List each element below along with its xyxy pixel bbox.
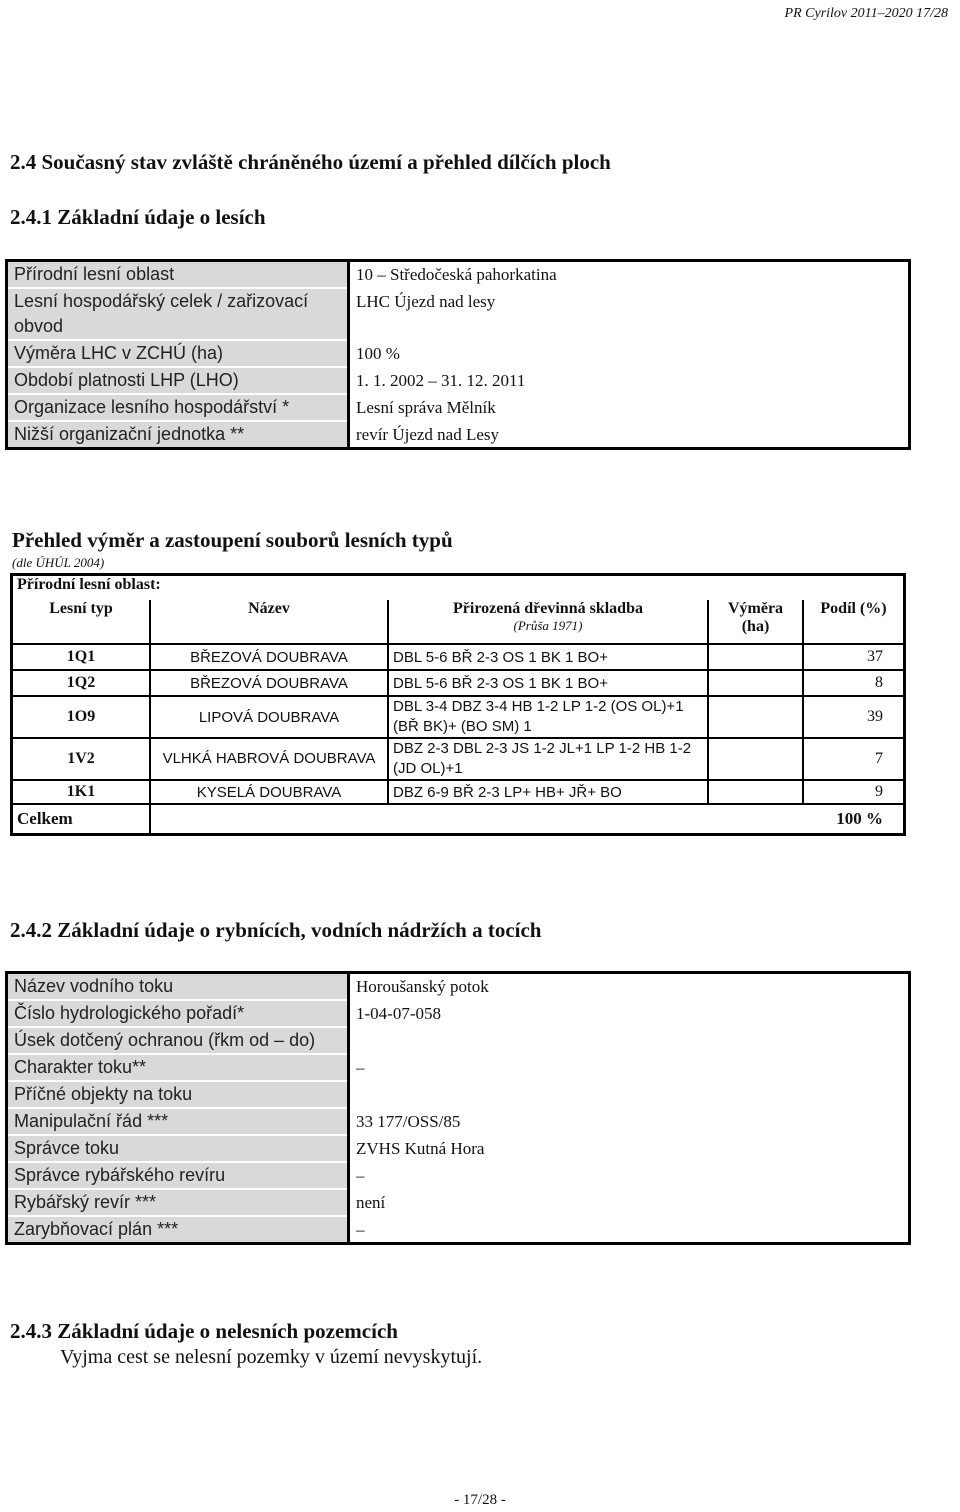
table-row: [12, 644, 905, 670]
header-type: Lesní typ: [12, 600, 151, 644]
header-area: Výměra (ha): [708, 600, 803, 644]
water-info-value: –: [349, 1054, 910, 1081]
cell-code: 1K1: [12, 780, 151, 804]
region-label: Přírodní lesní oblast:: [12, 575, 905, 601]
cell-code: 1Q1: [12, 644, 151, 670]
cell-share: 37: [803, 644, 905, 670]
forest-info-value: 10 – Středočeská pahorkatina: [349, 261, 910, 289]
water-info-value: [349, 1027, 910, 1054]
water-info-label: Číslo hydrologického pořadí*: [7, 1000, 349, 1027]
cell-area: [708, 738, 803, 780]
forest-info-value: Lesní správa Mělník: [349, 394, 910, 421]
table-row: [12, 738, 905, 780]
cell-name: VLHKÁ HABROVÁ DOUBRAVA: [150, 738, 388, 780]
section-2-4-heading: 2.4 Současný stav zvláště chráněného území a přehled dílčích ploch: [10, 150, 611, 174]
overview-source: (dle ÚHÚL 2004): [12, 555, 105, 570]
forest-info-value: LHC Újezd nad lesy: [349, 288, 910, 340]
forest-info-label: Organizace lesního hospodářství *: [7, 394, 349, 421]
cell-share: 7: [803, 738, 905, 780]
water-info-label-text: Úsek dotčený ochranou (řkm od – do): [14, 1030, 316, 1050]
forest-info-label-text: Lesní hospodářský celek / zařizovací obvod: [14, 291, 309, 336]
water-info-table: [5, 971, 911, 1245]
forest-info-value: revír Újezd nad Lesy: [349, 421, 910, 449]
total-label: Celkem: [12, 804, 151, 834]
cell-composition: DBZ 6-9 BŘ 2-3 LP+ HB+ JŘ+ BO: [388, 780, 708, 804]
cell-name: LIPOVÁ DOUBRAVA: [150, 696, 388, 738]
water-info-label: Charakter toku**: [7, 1054, 349, 1081]
cell-code: 1Q2: [12, 670, 151, 696]
cell-area: [708, 780, 803, 804]
forest-types-table: [10, 573, 906, 836]
cell-composition: DBL 5-6 BŘ 2-3 OS 1 BK 1 BO+: [388, 644, 708, 670]
header-composition-note: (Průša 1971): [513, 618, 583, 633]
header-composition: [388, 600, 708, 644]
forest-info-value: 100 %: [349, 340, 910, 367]
cell-composition: DBL 3-4 DBZ 3-4 HB 1-2 LP 1-2 (OS OL)+1 (BŘ BK)+ (BO SM) 1: [388, 696, 708, 738]
forest-info-label: Výměra LHC v ZCHÚ (ha): [7, 340, 349, 367]
cell-name: BŘEZOVÁ DOUBRAVA: [150, 644, 388, 670]
water-info-value: ZVHS Kutná Hora: [349, 1135, 910, 1162]
cell-area: [708, 670, 803, 696]
cell-code: 1O9: [12, 696, 151, 738]
cell-share: 9: [803, 780, 905, 804]
page-footer: - 17/28 -: [454, 1492, 506, 1508]
section-2-4-1-heading: 2.4.1 Základní údaje o lesích: [10, 205, 266, 229]
table-row: [12, 670, 905, 696]
cell-share: 8: [803, 670, 905, 696]
forest-info-value: 1. 1. 2002 – 31. 12. 2011: [349, 367, 910, 394]
water-info-label: Název vodního toku: [7, 973, 349, 1001]
header-name: Název: [150, 600, 388, 644]
water-info-label: Správce toku: [7, 1135, 349, 1162]
cell-name: BŘEZOVÁ DOUBRAVA: [150, 670, 388, 696]
cell-share: 39: [803, 696, 905, 738]
water-info-value: není: [349, 1189, 910, 1216]
running-header: PR Cyrilov 2011–2020 17/28: [784, 6, 948, 21]
water-info-value: 33 177/OSS/85: [349, 1108, 910, 1135]
cell-area: [708, 644, 803, 670]
section-2-4-2-heading: 2.4.2 Základní údaje o rybnících, vodních nádržích a tocích: [10, 918, 542, 942]
cell-code: 1V2: [12, 738, 151, 780]
header-share: Podíl (%): [803, 600, 905, 644]
header-composition-label: Přirozená dřevinná skladba: [453, 600, 643, 617]
cell-composition: DBZ 2-3 DBL 2-3 JS 1-2 JL+1 LP 1-2 HB 1-2 (JD OL)+1: [388, 738, 708, 780]
cell-composition: DBL 5-6 BŘ 2-3 OS 1 BK 1 BO+: [388, 670, 708, 696]
water-info-label: Zarybňovací plán ***: [7, 1216, 349, 1244]
section-2-4-3-heading: 2.4.3 Základní údaje o nelesních pozemcích: [10, 1319, 398, 1343]
water-info-value: 1-04-07-058: [349, 1000, 910, 1027]
water-info-label: Příčné objekty na toku: [7, 1081, 349, 1108]
section-2-4-3-text: Vyjma cest se nelesní pozemky v území nevyskytují.: [60, 1346, 483, 1368]
forest-info-label: [7, 288, 349, 340]
table-total-row: [12, 804, 905, 834]
water-info-label: Správce rybářského revíru: [7, 1162, 349, 1189]
table-row: [12, 780, 905, 804]
water-info-label: Manipulační řád ***: [7, 1108, 349, 1135]
water-info-value: –: [349, 1162, 910, 1189]
table-row: [12, 696, 905, 738]
water-info-label: [7, 1027, 349, 1054]
total-share: 100 %: [150, 804, 905, 834]
cell-name: KYSELÁ DOUBRAVA: [150, 780, 388, 804]
water-info-value: –: [349, 1216, 910, 1244]
forest-info-label: Období platnosti LHP (LHO): [7, 367, 349, 394]
overview-title: Přehled výměr a zastoupení souborů lesních typů: [12, 528, 453, 552]
forest-info-table: [5, 259, 911, 450]
cell-area: [708, 696, 803, 738]
water-info-label: Rybářský revír ***: [7, 1189, 349, 1216]
forest-info-label: Přírodní lesní oblast: [7, 261, 349, 289]
water-info-value: [349, 1081, 910, 1108]
forest-info-label: Nižší organizační jednotka **: [7, 421, 349, 449]
water-info-value: Horoušanský potok: [349, 973, 910, 1001]
